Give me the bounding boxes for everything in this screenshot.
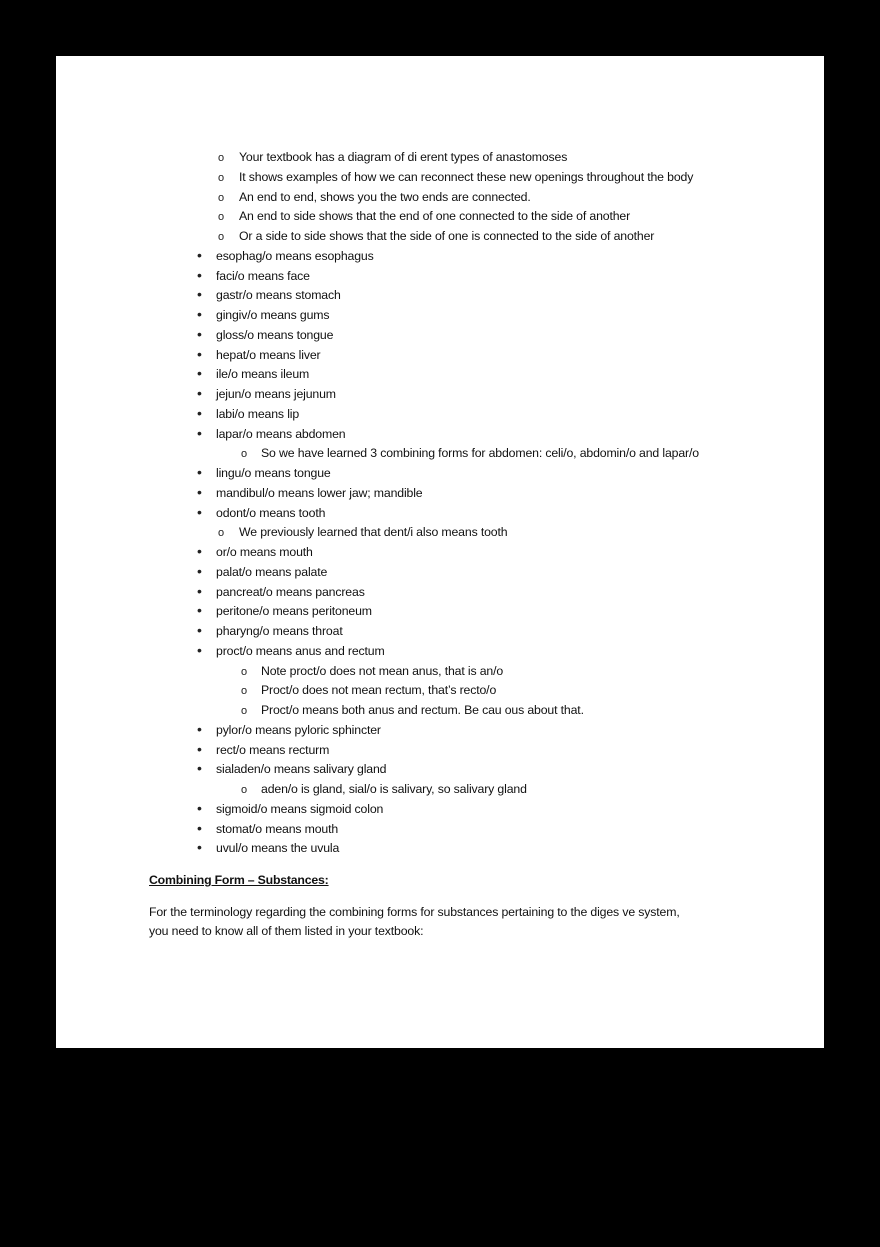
- bullet-circle-icon: [218, 228, 224, 245]
- bullet-disc-icon: [197, 602, 202, 619]
- list-item: hepat/o means liver: [216, 347, 321, 362]
- bullet-circle-icon: [218, 524, 224, 541]
- list-item: peritone/o means peritoneum: [216, 604, 372, 619]
- list-item: rect/o means recturm: [216, 742, 330, 757]
- bullet-disc-icon: [197, 326, 202, 343]
- bullet-disc-icon: [197, 464, 202, 481]
- bullet-disc-icon: [197, 306, 202, 323]
- list-item: palat/o means palate: [216, 564, 328, 579]
- list-item: Note proct/o does not mean anus, that is an/o: [261, 663, 504, 678]
- list-item: An end to side shows that the end of one connected to the side of another: [239, 209, 631, 224]
- list-item: or/o means mouth: [216, 545, 313, 559]
- document-page: [56, 56, 824, 1048]
- list-item: aden/o is gland, sial/o is salivary, so salivary gland: [261, 782, 527, 796]
- list-item: sigmoid/o means sigmoid colon: [216, 801, 384, 816]
- bullet-disc-icon: [197, 820, 202, 837]
- bullet-circle-icon: [241, 781, 247, 798]
- list-item: labi/o means lip: [216, 406, 300, 421]
- bullet-circle-icon: [218, 189, 224, 206]
- list-item: Proct/o means both anus and rectum. Be cau ous about that.: [261, 703, 584, 717]
- list-item: lingu/o means tongue: [216, 466, 331, 480]
- list-item: pancreat/o means pancreas: [216, 584, 365, 599]
- bullet-disc-icon: [197, 721, 202, 738]
- list-item: An end to end, shows you the two ends are connected.: [239, 189, 531, 204]
- bullet-disc-icon: [197, 385, 202, 402]
- list-item: sialaden/o means salivary gland: [216, 762, 387, 777]
- bullet-circle-icon: [218, 208, 224, 225]
- list-item: We previously learned that dent/i also means tooth: [239, 525, 508, 540]
- bullet-circle-icon: [241, 702, 247, 719]
- list-item: So we have learned 3 combining forms for abdomen: celi/o, abdomin/o and lapar/o: [261, 446, 699, 461]
- list-item: gloss/o means tongue: [216, 327, 334, 342]
- bullet-disc-icon: [197, 425, 202, 442]
- bullet-disc-icon: [197, 346, 202, 363]
- list-item: mandibul/o means lower jaw; mandible: [216, 485, 423, 500]
- list-item: esophag/o means esophagus: [216, 248, 374, 263]
- list-item: odont/o means tooth: [216, 505, 326, 520]
- section-heading: Combining Form – Substances:: [149, 873, 329, 887]
- bullet-circle-icon: [241, 663, 247, 680]
- bullet-disc-icon: [197, 286, 202, 303]
- list-item: ile/o means ileum: [216, 367, 310, 382]
- bullet-disc-icon: [197, 741, 202, 758]
- list-item: lapar/o means abdomen: [216, 426, 346, 441]
- paragraph-line-1: For the terminology regarding the combining forms for substances pertaining to the diges ve system,: [149, 905, 680, 919]
- bullet-disc-icon: [197, 760, 202, 777]
- list-item: gingiv/o means gums: [216, 308, 330, 322]
- list-item: pylor/o means pyloric sphincter: [216, 722, 381, 737]
- bullet-disc-icon: [197, 247, 202, 264]
- bullet-disc-icon: [197, 583, 202, 600]
- list-item: uvul/o means the uvula: [216, 841, 340, 856]
- bullet-disc-icon: [197, 839, 202, 856]
- bullet-circle-icon: [218, 149, 224, 166]
- bullet-circle-icon: [218, 169, 224, 186]
- list-item: gastr/o means stomach: [216, 288, 341, 303]
- bullet-disc-icon: [197, 365, 202, 382]
- list-item: Or a side to side shows that the side of one is connected to the side of another: [239, 229, 655, 243]
- bullet-circle-icon: [241, 682, 247, 699]
- bullet-disc-icon: [197, 563, 202, 580]
- bullet-disc-icon: [197, 642, 202, 659]
- bullet-circle-icon: [241, 445, 247, 462]
- list-item: stomat/o means mouth: [216, 821, 339, 836]
- paragraph-line-2: you need to know all of them listed in your textbook:: [149, 924, 424, 938]
- bullet-disc-icon: [197, 622, 202, 639]
- list-item: pharyng/o means throat: [216, 624, 343, 638]
- bullet-disc-icon: [197, 405, 202, 422]
- list-item: proct/o means anus and rectum: [216, 643, 385, 658]
- list-item: It shows examples of how we can reconnect these new openings throughout the body: [239, 169, 694, 184]
- bullet-disc-icon: [197, 543, 202, 560]
- bullet-disc-icon: [197, 484, 202, 501]
- bullet-disc-icon: [197, 800, 202, 817]
- bullet-disc-icon: [197, 267, 202, 284]
- list-item: faci/o means face: [216, 268, 310, 283]
- list-item: jejun/o means jejunum: [216, 387, 336, 401]
- bullet-disc-icon: [197, 504, 202, 521]
- list-item: Your textbook has a diagram of di erent types of anastomoses: [239, 150, 568, 164]
- list-item: Proct/o does not mean rectum, that’s recto/o: [261, 683, 497, 698]
